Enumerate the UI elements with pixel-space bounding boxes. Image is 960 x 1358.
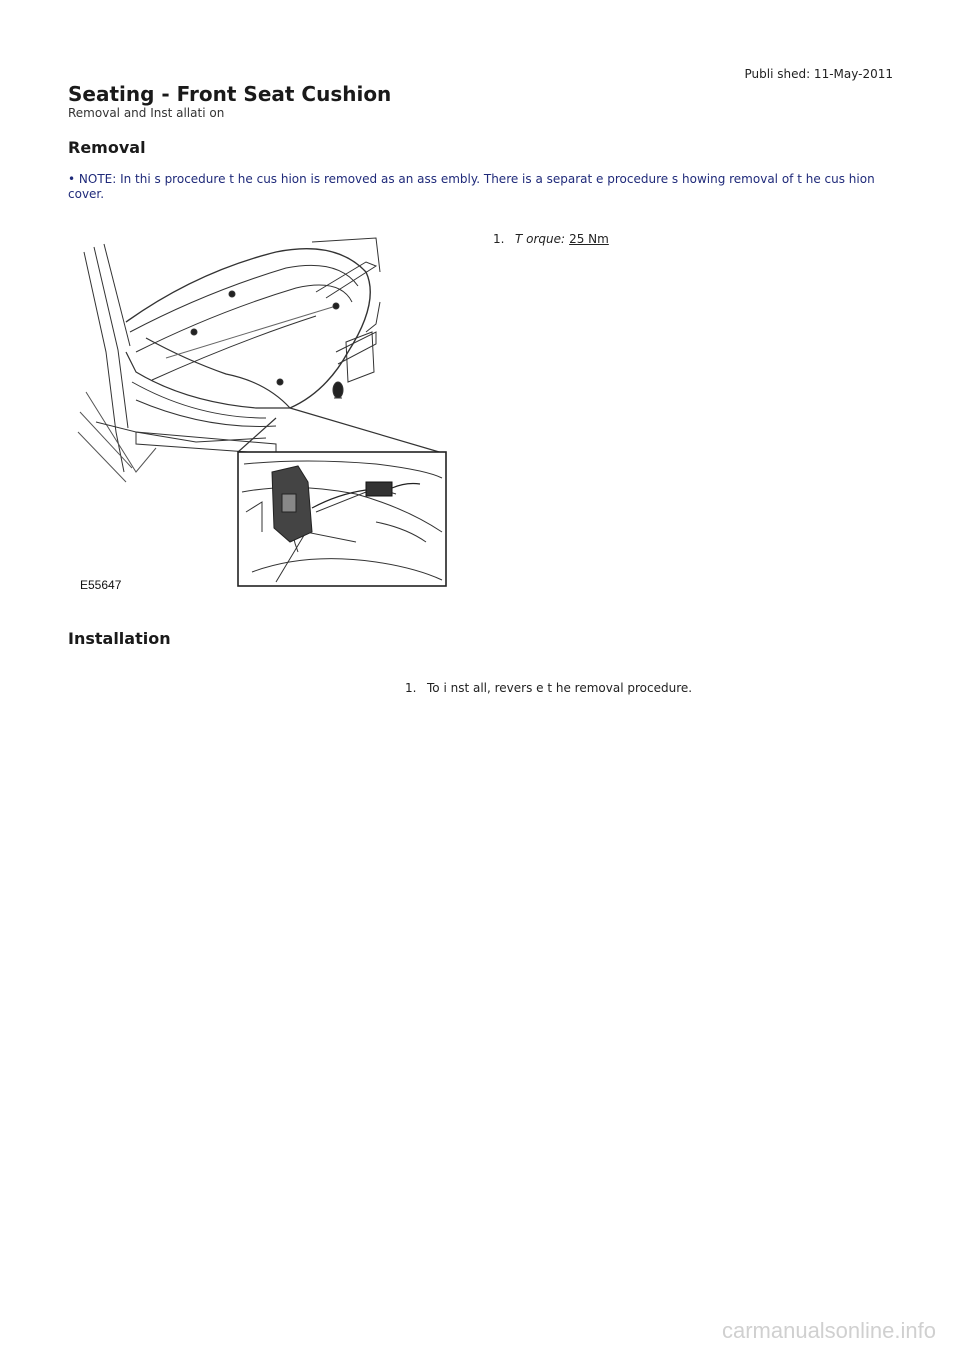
published-date: Publi shed: 11-May-2011 [744, 67, 893, 81]
step-text: To i nst all, revers e t he removal procedure. [427, 681, 693, 695]
watermark: carmanualsonline.info [721, 1318, 936, 1343]
figure-code: E55647 [80, 578, 122, 592]
installation-heading: Installation [68, 629, 171, 648]
page-title: Seating - Front Seat Cushion [68, 82, 392, 106]
seat-cushion-drawing [76, 232, 452, 598]
torque-label: T orque: [515, 232, 566, 246]
step-number: 1. [405, 681, 417, 695]
removal-note: • NOTE: In thi s procedure t he cus hion is removed as an ass embly. There is a separat e procedure s howing removal of t he cus hion cover. [68, 172, 875, 201]
torque-value-link[interactable]: 25 Nm [569, 232, 609, 246]
seat-cushion-illustration [76, 232, 452, 598]
removal-step-1 [493, 232, 609, 246]
removal-heading: Removal [68, 138, 146, 157]
installation-step-1 [405, 681, 692, 695]
step-number: 1. [493, 232, 505, 246]
page-subtitle: Removal and Inst allati on [68, 106, 225, 120]
